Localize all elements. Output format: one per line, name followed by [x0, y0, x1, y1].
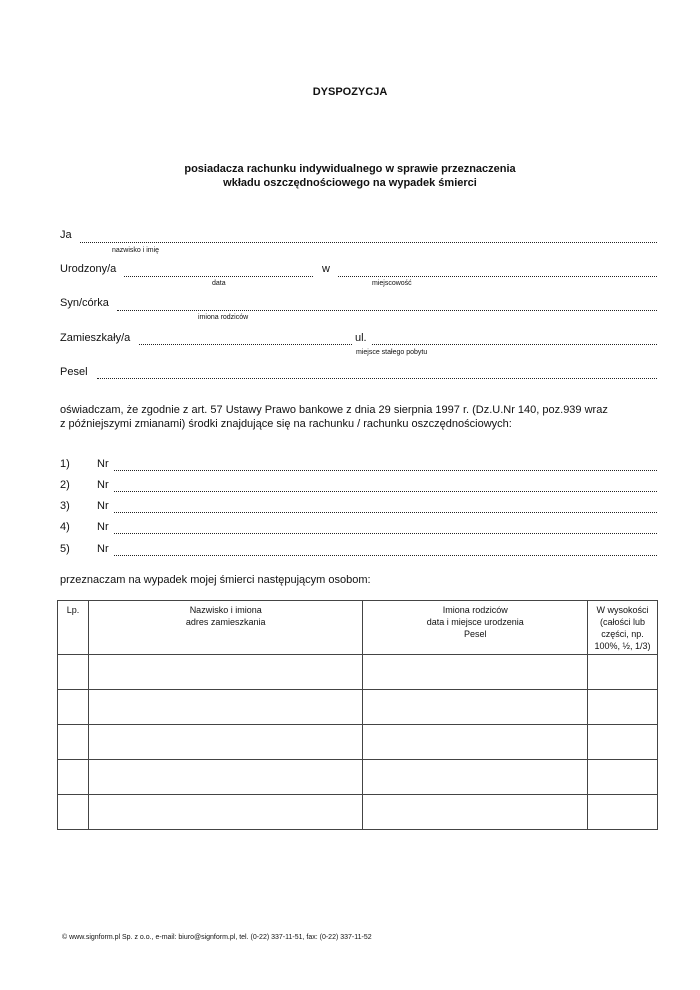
cell-name-address[interactable] [88, 690, 363, 725]
account-5-field[interactable] [114, 555, 657, 556]
pesel-field[interactable] [97, 378, 657, 379]
account-1-label: Nr [97, 458, 109, 470]
ja-caption: nazwisko i imię [112, 247, 160, 254]
header-address-line: adres zamieszkania [185, 617, 266, 627]
header-lp [58, 601, 89, 655]
header-share-line-3: części, np. [601, 629, 644, 639]
header-share-line-1: W wysokości [596, 605, 649, 615]
header-name-line: Nazwisko i imiona [189, 605, 262, 615]
parents-names-field[interactable] [117, 310, 657, 311]
birth-place-field[interactable] [338, 276, 657, 277]
header-lp-line: Lp. [66, 605, 80, 615]
cell-lp[interactable] [58, 795, 89, 830]
residence-city-field[interactable] [139, 344, 352, 345]
cell-name-address[interactable] [88, 760, 363, 795]
zamieszkaly-label: Zamieszkały/a [60, 332, 131, 344]
declaration-line-1: oświadczam, że zgodnie z art. 57 Ustawy Prawo bankowe z dnia 29 sierpnia 1997 r. (Dz.U.Nr 140, poz.939 wraz [60, 404, 608, 416]
document-subtitle [0, 162, 700, 190]
cell-parents-birth-pesel[interactable] [363, 760, 588, 795]
cell-share[interactable] [588, 725, 658, 760]
street-field[interactable] [372, 344, 657, 345]
table-row [58, 795, 658, 830]
residence-caption: miejsce stałego pobytu [356, 349, 428, 356]
account-2-label: Nr [97, 479, 109, 491]
header-share-line-2: (całości lub [600, 617, 646, 627]
table-row [58, 760, 658, 795]
pesel-label: Pesel [60, 366, 88, 378]
ja-name-field[interactable] [80, 242, 657, 243]
account-3-field[interactable] [114, 512, 657, 513]
table-row [58, 655, 658, 690]
table-row [58, 690, 658, 725]
account-4-field[interactable] [114, 533, 657, 534]
urodzony-label: Urodzony/a [60, 263, 117, 275]
cell-parents-birth-pesel[interactable] [363, 655, 588, 690]
account-3-number: 3) [60, 500, 70, 512]
document-title: DYSPOZYCJA [312, 86, 388, 98]
cell-share[interactable] [588, 795, 658, 830]
ul-label: ul. [355, 332, 367, 344]
footer-copyright: © www.signform.pl Sp. z o.o., e-mail: biuro@signform.pl, tel. (0-22) 337-11-51, fax: (0-22) 337-11-52 [62, 934, 372, 941]
w-label: w [322, 263, 330, 275]
cell-share[interactable] [588, 760, 658, 795]
header-name-address [88, 601, 363, 655]
cell-parents-birth-pesel[interactable] [363, 795, 588, 830]
account-4-label: Nr [97, 521, 109, 533]
cell-share[interactable] [588, 655, 658, 690]
declaration-line-2: z późniejszymi zmianami) środki znajdujące się na rachunku / rachunku oszczędnościowych: [60, 418, 512, 430]
birth-date-caption: data [212, 280, 226, 287]
cell-name-address[interactable] [88, 725, 363, 760]
header-share [588, 601, 658, 655]
header-share-line-4: 100%, ½, 1/3) [594, 641, 651, 651]
cell-lp[interactable] [58, 690, 89, 725]
cell-share[interactable] [588, 690, 658, 725]
account-1-field[interactable] [114, 470, 657, 471]
header-pesel-line: Pesel [463, 629, 487, 639]
account-2-field[interactable] [114, 491, 657, 492]
cell-name-address[interactable] [88, 795, 363, 830]
cell-name-address[interactable] [88, 655, 363, 690]
table-header-row [58, 601, 658, 655]
account-3-label: Nr [97, 500, 109, 512]
birth-place-caption: miejscowość [372, 280, 412, 287]
header-birth-line: data i miejsce urodzenia [426, 617, 524, 627]
account-2-number: 2) [60, 479, 70, 491]
subtitle-line-1: posiadacza rachunku indywidualnego w sprawie przeznaczenia [184, 163, 516, 175]
header-parents-birth-pesel [363, 601, 588, 655]
account-5-label: Nr [97, 543, 109, 555]
cell-lp[interactable] [58, 760, 89, 795]
subtitle-line-2: wkładu oszczędnościowego na wypadek śmierci [223, 177, 477, 189]
account-5-number: 5) [60, 543, 70, 555]
header-parents-line: Imiona rodziców [442, 605, 508, 615]
beneficiaries-intro: przeznaczam na wypadek mojej śmierci następującym osobom: [60, 574, 371, 586]
account-4-number: 4) [60, 521, 70, 533]
declaration-text [60, 403, 660, 431]
cell-parents-birth-pesel[interactable] [363, 690, 588, 725]
cell-parents-birth-pesel[interactable] [363, 725, 588, 760]
cell-lp[interactable] [58, 655, 89, 690]
ja-label: Ja [60, 229, 72, 241]
syn-label: Syn/córka [60, 297, 109, 309]
parents-caption: imiona rodziców [198, 314, 249, 321]
birth-date-field[interactable] [124, 276, 313, 277]
account-1-number: 1) [60, 458, 70, 470]
cell-lp[interactable] [58, 725, 89, 760]
beneficiaries-table [57, 600, 658, 830]
table-row [58, 725, 658, 760]
